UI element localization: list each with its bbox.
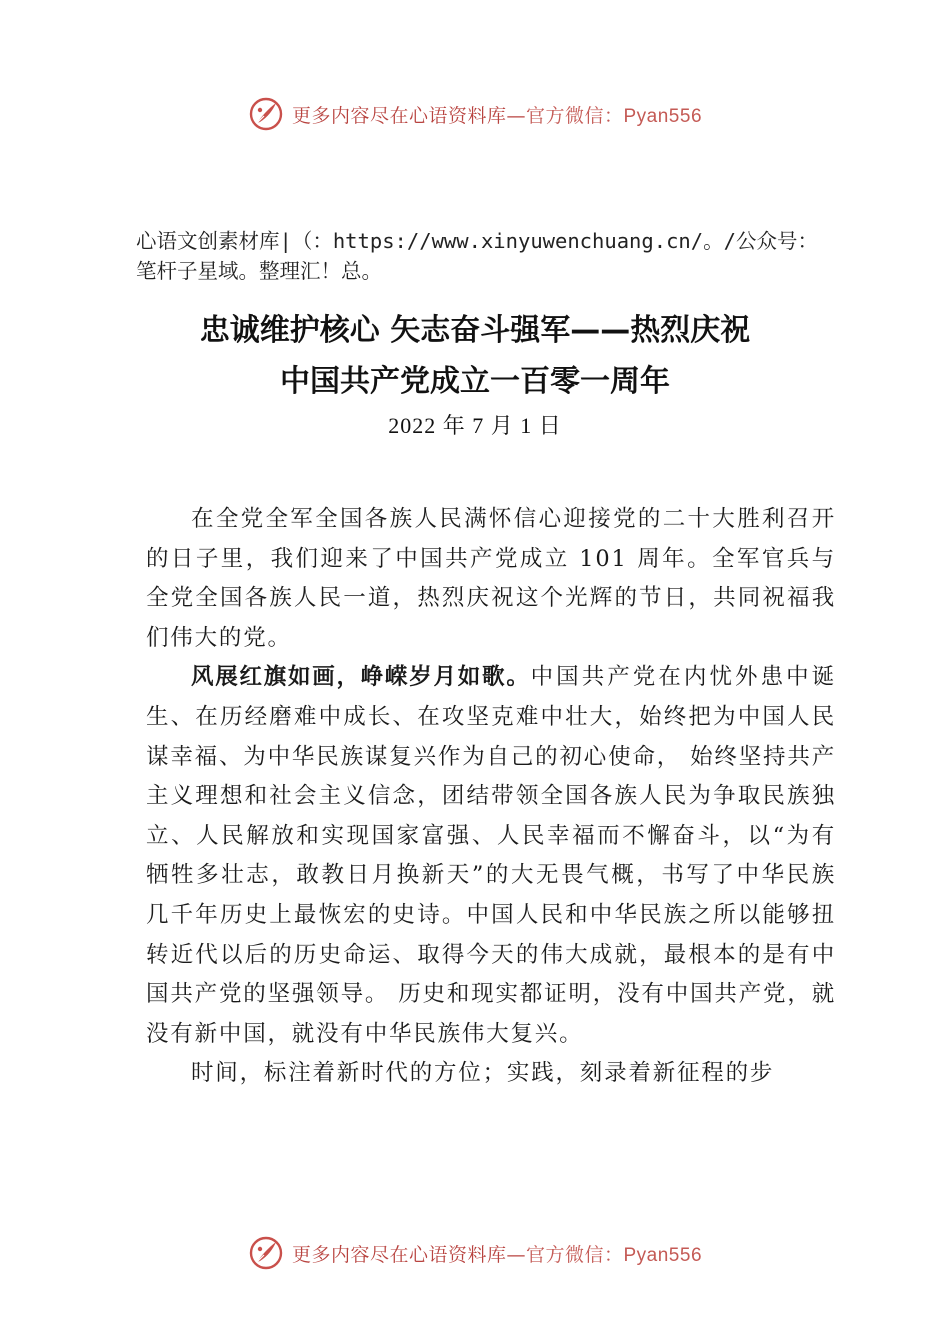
footer-banner-title: 更多内容尽在心语资料库 [291, 1243, 507, 1266]
header-wechat-label: 官方微信： [525, 104, 624, 127]
footer-wechat-label: 官方微信： [525, 1243, 624, 1266]
quill-pen-logo-icon [248, 1235, 284, 1271]
header-banner [0, 94, 950, 134]
footer-banner-text [292, 1240, 702, 1267]
paragraph-2 [146, 658, 836, 1054]
paragraph-2-lead: 风展红旗如画，峥嵘岁月如歌。 [191, 664, 531, 691]
footer-wechat-id: Pyan556 [623, 1244, 703, 1266]
paragraph-3: 时间，标注着新时代的方位；实践，刻录着新征程的步 [191, 1060, 775, 1087]
title-line-1: 忠诚维护核心 矢志奋斗强军——热烈庆祝 [199, 313, 751, 348]
title-line-2: 中国共产党成立一百零一周年 [280, 364, 670, 399]
document-body [146, 500, 836, 1094]
document-title [0, 305, 950, 407]
header-banner-title: 更多内容尽在心语资料库 [291, 104, 507, 127]
document-date: 2022 年 7 月 1 日 [388, 413, 562, 438]
footer-banner [0, 1233, 950, 1273]
header-wechat-id: Pyan556 [623, 105, 703, 127]
header-banner-text [292, 101, 702, 128]
source-line: 心语文创素材库|（：https://www.xinyuwenchuang.cn/。/公众号：笔杆子星域。整理汇！总。 [136, 229, 818, 283]
footer-banner-dash: — [506, 1243, 526, 1266]
paragraph-1: 在全党全军全国各族人民满怀信心迎接党的二十大胜利召开的日子里，我们迎来了中国共产党成立 101 周年。全军官兵与全党全国各族人民一道，热烈庆祝这个光辉的节日，共同祝福我们伟大的党。 [146, 506, 836, 651]
paragraph-2-body: 中国共产党在内忧外患中诞生、在历经磨难中成长、在攻坚克难中壮大，始终把为中国人民谋幸福、为中华民族谋复兴作为自己的初心使命， 始终坚持共产主义理想和社会主义信念，团结带领全国各族人民为争取民族独立、人民解放和实现国家富强、人民幸福而不懈奋斗，以“为有牺牲多壮志，敢教日月换新天”的大无畏气概，书写了中华民族几千年历史上最恢宏的史诗。中国人民和中华民族之所以能够扭转近代以后的历史命运、取得今天的伟大成就，最根本的是有中国共产党的坚强领导。 历史和现实都证明，没有中国共产党，就没有新中国，就没有中华民族伟大复兴。 [146, 664, 836, 1047]
header-banner-dash: — [506, 104, 526, 127]
quill-pen-logo-icon [248, 96, 284, 132]
